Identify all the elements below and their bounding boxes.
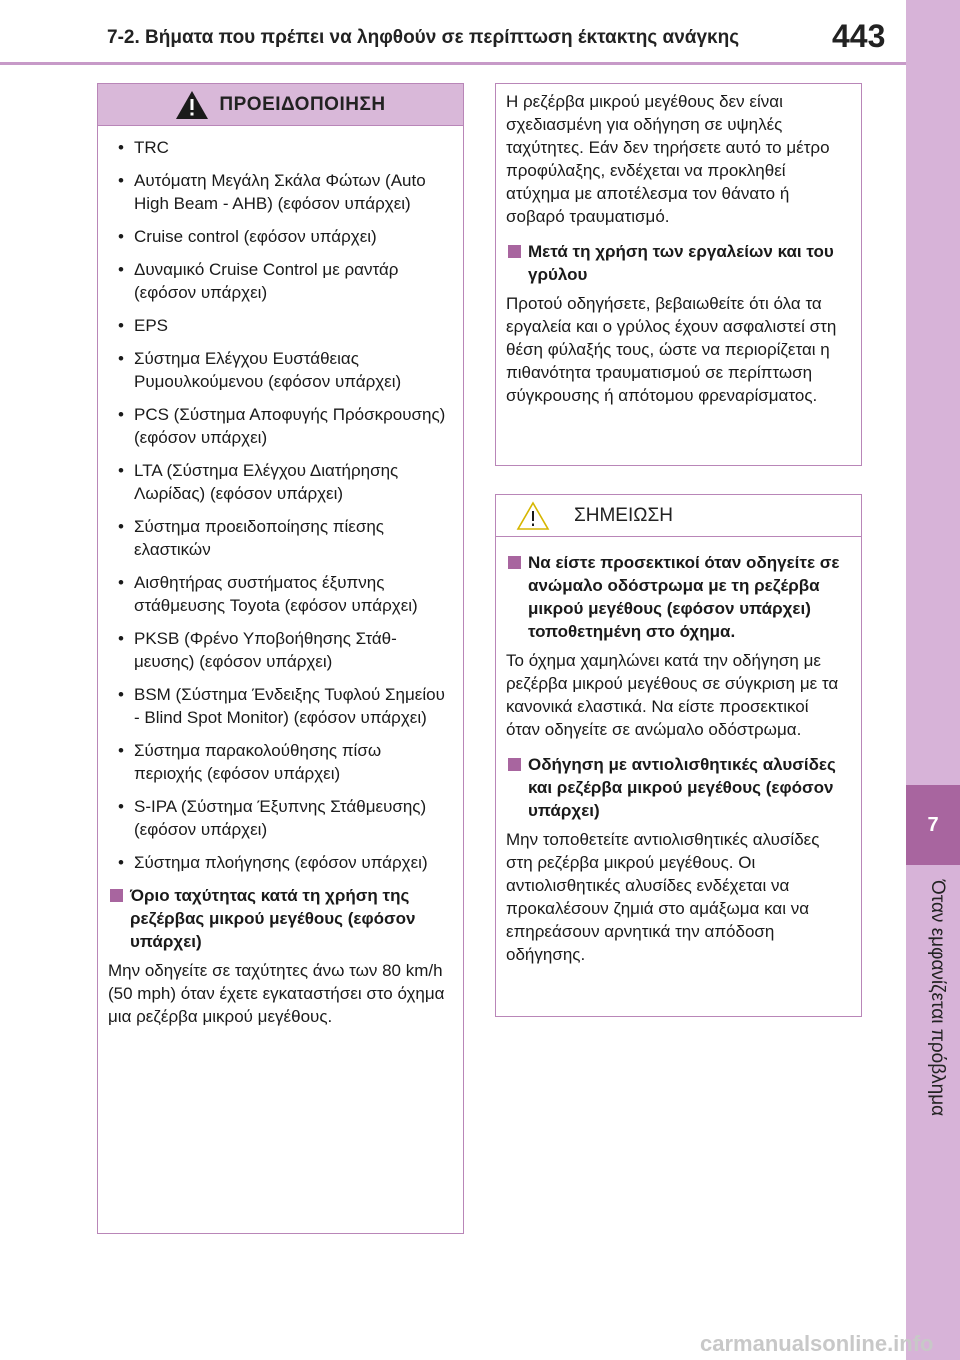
list-item: • EPS (108, 314, 449, 337)
note-box (495, 494, 862, 1017)
tools-text: Προτού οδηγήσετε, βεβαιωθείτε ότι όλα τα εργαλεία και ο γρύλος έχουν ασφαλιστεί στη θέση φύλαξής τους, ώστε να περιορίζεται η πιθανότητα τραυματισμού σε περίπτωση σύγκρουσης ή απότομου φρεναρίσματος. (506, 294, 837, 405)
list-item: • LTA (Σύστημα Ελέγχου Διατήρησης Λωρίδας) (εφόσον υπάρχει) (108, 459, 449, 505)
section-title: 7-2. Βήματα που πρέπει να ληφθούν σε περίπτωση έκτακτης ανάγκης (107, 27, 740, 48)
warning-box (97, 83, 464, 1234)
rough-road-text: Το όχημα χαμηλώνει κατά την οδήγηση με ρεζέρβα μικρού μεγέθους σε σύγκριση με τα κανονικά ελαστικά. Να είστε προσεκτικοί όταν οδηγείτε σε ανώμαλο οδόστρωμα. (506, 651, 839, 739)
list-item: • Αυτόματη Μεγάλη Σκάλα Φώτων (Auto High Beam - AHB) (εφόσον υπάρχει) (108, 169, 449, 215)
list-item: • PCS (Σύστημα Αποφυγής Πρόσκρουσης) (εφόσον υπάρχει) (108, 403, 449, 449)
list-item: • Σύστημα προειδοποίησης πίεσης ελαστικών (108, 515, 449, 561)
list-item: • Δυναμικό Cruise Control με ραντάρ (εφόσον υπάρχει) (108, 258, 449, 304)
warning-triangle-icon (175, 90, 209, 120)
snow-chains-text: Μην τοποθετείτε αντιολισθητικές αλυσίδες στη ρεζέρβα μικρού μεγέθους. Οι αντιολισθητικές αλυσίδες ενδέχεται να προκαλέσουν ζημιά στο αμάξωμα και να επηρεάσουν αρνητικά την απόδοση οδήγησης. (506, 830, 820, 964)
warning-title: ΠΡΟΕΙΔΟΠΟΙΗΣΗ (219, 93, 386, 115)
watermark: carmanualsonline.info (700, 1331, 934, 1356)
snow-chains-heading: Οδήγηση με αντιολισθητικές αλυσίδες και ρεζέρβα μικρού μεγέθους (εφόσον υπάρχει) (506, 753, 847, 822)
warning-box-continued (495, 83, 862, 466)
note-header (496, 495, 861, 537)
list-item: • Σύστημα παρακολούθησης πίσω περιοχής (εφόσον υπάρχει) (108, 739, 449, 785)
warning-header (98, 84, 463, 126)
speed-limit-heading: Όριο ταχύτητας κατά τη χρήση της ρεζέρβας μικρού μεγέθους (εφόσον υπάρχει) (108, 884, 449, 953)
chapter-number: 7 (906, 785, 960, 865)
chapter-title: Όταν εμφανίζεται πρόβλημα (927, 880, 948, 1117)
tools-heading: Μετά τη χρήση των εργαλείων και του γρύλου (506, 240, 847, 286)
list-item: • Αισθητήρας συστήματος έξυπνης στάθμευσης Toyota (εφόσον υπάρχει) (108, 571, 449, 617)
rough-road-heading: Να είστε προσεκτικοί όταν οδηγείτε σε ανώμαλο οδόστρωμα με τη ρεζέρβα μικρού μεγέθους (εφόσον υπάρχει) τοποθετημένη στο όχημα. (506, 551, 847, 643)
speed-limit-text: Μην οδηγείτε σε ταχύτητες άνω των 80 km/h (50 mph) όταν έχετε εγκαταστήσει στο όχημα μια ρεζέρβα μικρού μεγέθους. (108, 961, 445, 1026)
list-item: • Σύστημα πλοήγησης (εφόσον υπάρχει) (108, 851, 449, 874)
list-item: • Σύστημα Ελέγχου Ευστάθειας Ρυμουλκούμενου (εφόσον υπάρχει) (108, 347, 449, 393)
note-title: ΣΗΜΕΙΩΣΗ (574, 504, 673, 526)
caution-triangle-outline-icon (516, 501, 550, 531)
page-header (0, 0, 906, 64)
list-item: • PKSB (Φρένο Υποβοήθησης Στάθμευσης) (εφόσον υπάρχει) (108, 627, 449, 673)
list-item: • BSM (Σύστημα Ένδειξης Τυφλού Σημείου - Blind Spot Monitor) (εφόσον υπάρχει) (108, 683, 449, 729)
header-rule (0, 62, 906, 65)
list-item: • TRC (108, 136, 449, 159)
warning-body-right (496, 84, 861, 419)
speed-limit-continued-text: Η ρεζέρβα μικρού μεγέθους δεν είναι σχεδιασμένη για οδήγηση σε υψηλές ταχύτητες. Εάν δεν τηρήσετε αυτό το μέτρο προφύλαξης, ενδέχεται να προκληθεί ατύχημα με αποτέλεσμα τον θάνατο ή σοβαρό τραυματισμό. (506, 92, 830, 226)
note-body (496, 537, 861, 978)
warning-body-left (98, 126, 463, 1040)
list-item: • Cruise control (εφόσον υπάρχει) (108, 225, 449, 248)
page-number: 443 (832, 18, 886, 54)
list-item: • S-IPA (Σύστημα Έξυπνης Στάθμευσης) (εφόσον υπάρχει) (108, 795, 449, 841)
